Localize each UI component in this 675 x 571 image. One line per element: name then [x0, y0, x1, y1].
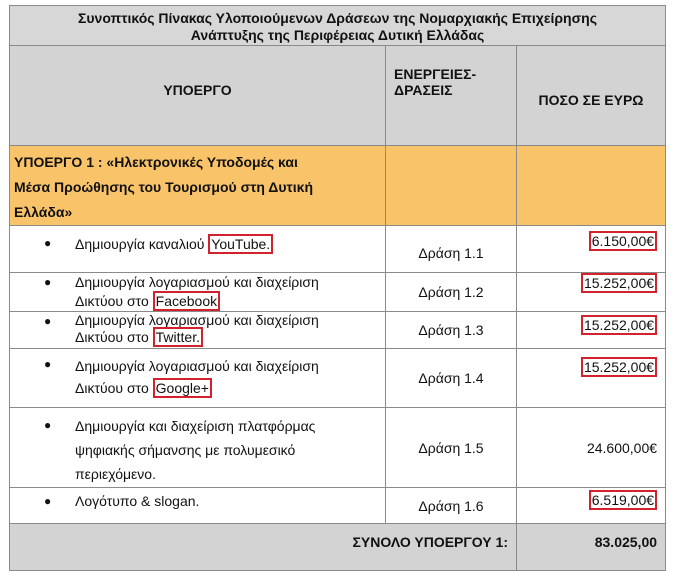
- row-description: [10, 273, 386, 312]
- bullet-icon: ●: [44, 275, 52, 289]
- row-description: [10, 408, 386, 488]
- highlight-google: Google+: [153, 378, 212, 398]
- row-text-line1: Δημιουργία λογαριασμού και διαχείριση: [75, 358, 319, 374]
- subproject-line3: Ελλάδα»: [14, 204, 73, 220]
- header-actions: [386, 46, 517, 146]
- subproject-cell: [10, 146, 386, 226]
- header-subproject: ΥΠΟΕΡΓΟ: [10, 46, 386, 146]
- highlight-amount: 15.252,00€: [581, 273, 657, 293]
- bullet-icon: ●: [44, 494, 52, 508]
- table-row: [10, 488, 666, 524]
- row-text: Δικτύου στο: [75, 380, 153, 396]
- table-row: [10, 349, 666, 408]
- subproject-line2: Μέσα Προώθησης του Τουρισμού στη Δυτική: [14, 179, 314, 195]
- row-amount: [517, 349, 666, 408]
- row-action: Δράση 1.1: [386, 226, 517, 273]
- row-text-line1: Δημιουργία λογαριασμού και διαχείριση: [75, 274, 319, 290]
- summary-table-container: [9, 5, 665, 571]
- row-text: Λογότυπο & slogan.: [75, 493, 200, 509]
- bullet-icon: ●: [44, 314, 52, 328]
- highlight-amount: 6.150,00€: [589, 231, 657, 251]
- table-row: [10, 312, 666, 349]
- highlight-amount: 15.252,00€: [581, 315, 657, 335]
- table-row: [10, 273, 666, 312]
- total-label: ΣΥΝΟΛΟ ΥΠΟΕΡΓΟΥ 1:: [10, 524, 517, 571]
- table-row: [10, 408, 666, 488]
- row-text: Δικτύου στο: [75, 293, 153, 309]
- row-amount: [517, 312, 666, 349]
- row-text: Δημιουργία καναλιού: [75, 236, 209, 252]
- table-title-line2: Ανάπτυξης της Περιφέρειας Δυτική Ελλάδας: [190, 26, 485, 43]
- total-row: [10, 524, 666, 571]
- header-amount: ΠΟΣΟ ΣΕ ΕΥΡΩ: [517, 46, 666, 146]
- row-amount: 24.600,00€: [517, 408, 666, 488]
- row-text-line1: Δημιουργία και διαχείριση πλατφόρμας: [75, 418, 316, 434]
- highlight-amount: 15.252,00€: [581, 357, 657, 377]
- header-actions-line2: ΔΡΑΣΕΙΣ: [394, 82, 453, 98]
- row-description: [10, 312, 386, 349]
- row-description: [10, 349, 386, 408]
- row-amount: [517, 226, 666, 273]
- row-action: Δράση 1.5: [386, 408, 517, 488]
- row-text-line3: περιεχόμενο.: [75, 466, 156, 482]
- highlight-twitter: Twitter.: [153, 327, 203, 347]
- table-title-line1: Συνοπτικός Πίνακας Υλοποιούμενων Δράσεων της Νομαρχιακής Επιχείρησης: [78, 9, 598, 26]
- subproject-actions-empty: [386, 146, 517, 226]
- row-action: Δράση 1.3: [386, 312, 517, 349]
- row-action: Δράση 1.4: [386, 349, 517, 408]
- highlight-amount: 6.519,00€: [589, 490, 657, 510]
- total-amount: 83.025,00: [517, 524, 666, 571]
- highlight-facebook: Facebook: [153, 291, 220, 311]
- row-text: Δικτύου στο: [75, 329, 153, 345]
- summary-table: [9, 5, 666, 571]
- row-amount: [517, 273, 666, 312]
- highlight-youtube: YouTube.: [208, 234, 273, 254]
- table-title: [10, 6, 666, 46]
- bullet-icon: ●: [44, 236, 52, 250]
- bullet-icon: ●: [44, 357, 52, 371]
- row-text-line1: Δημιουργία λογαριασμού και διαχείριση: [75, 312, 319, 328]
- row-description: [10, 226, 386, 273]
- row-action: Δράση 1.6: [386, 488, 517, 524]
- row-action: Δράση 1.2: [386, 273, 517, 312]
- table-row: [10, 226, 666, 273]
- row-text-line2: ψηφιακής σήμανσης με πολυμεσικό: [75, 442, 296, 458]
- subproject-amount-empty: [517, 146, 666, 226]
- row-description: [10, 488, 386, 524]
- bullet-icon: ●: [44, 418, 52, 432]
- row-amount: [517, 488, 666, 524]
- header-actions-line1: ΕΝΕΡΓΕΙΕΣ-: [394, 66, 477, 82]
- subproject-line1: ΥΠΟΕΡΓΟ 1 : «Ηλεκτρονικές Υποδομές και: [14, 154, 298, 170]
